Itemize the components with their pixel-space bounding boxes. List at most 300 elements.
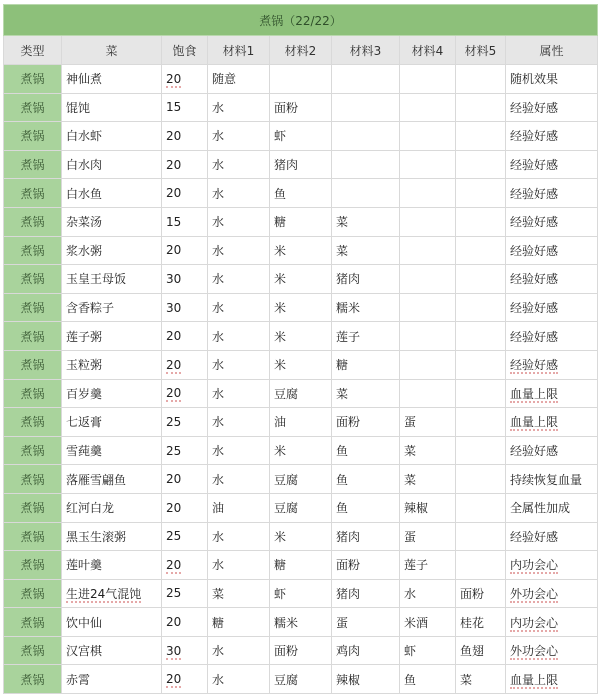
cell-material-2-text: 米 — [274, 444, 287, 459]
cell-material-4-text: 菜 — [404, 472, 417, 487]
table-row — [4, 465, 598, 494]
cell-dish-text: 莲叶羹 — [66, 558, 103, 573]
table-row — [4, 379, 598, 408]
cell-type — [4, 493, 62, 522]
table-title: 煮锅（22/22） — [4, 5, 598, 36]
cell-attribute — [506, 636, 598, 665]
cell-material-4 — [400, 579, 456, 608]
cell-attribute-text: 经验好感 — [510, 444, 559, 459]
cell-material-3 — [332, 665, 400, 694]
cell-type — [4, 379, 62, 408]
cell-satiety — [162, 150, 208, 179]
cell-attribute-text: 随机效果 — [510, 72, 559, 87]
cell-material-1 — [208, 122, 270, 151]
cell-material-5 — [456, 150, 506, 179]
cell-type-text: 煮锅 — [20, 501, 45, 516]
cell-attribute-text: 经验好感 — [510, 529, 559, 544]
cell-type-text: 煮锅 — [20, 100, 45, 115]
cell-material-1 — [208, 265, 270, 294]
cell-type — [4, 150, 62, 179]
cell-dish — [62, 350, 162, 379]
cell-attribute-text: 持续恢复血量 — [510, 472, 583, 487]
cell-attribute — [506, 236, 598, 265]
cell-type — [4, 265, 62, 294]
cell-satiety — [162, 207, 208, 236]
cell-material-5 — [456, 207, 506, 236]
cell-attribute-text: 经验好感 — [510, 272, 559, 287]
cell-satiety-text: 20 — [166, 615, 182, 630]
cell-material-3 — [332, 493, 400, 522]
table-row — [4, 322, 598, 351]
table-row — [4, 436, 598, 465]
cell-material-1 — [208, 522, 270, 551]
cell-type-text: 煮锅 — [20, 215, 45, 230]
cell-type-text: 煮锅 — [20, 329, 45, 344]
header-material-2: 材料2 — [270, 36, 332, 65]
cell-satiety — [162, 465, 208, 494]
header-attribute: 属性 — [506, 36, 598, 65]
cell-material-1 — [208, 608, 270, 637]
cell-material-1-text: 水 — [212, 243, 225, 258]
cell-type — [4, 522, 62, 551]
cell-material-2 — [270, 493, 332, 522]
cell-type-text: 煮锅 — [20, 558, 45, 573]
cell-attribute — [506, 122, 598, 151]
cell-attribute — [506, 207, 598, 236]
cell-material-3-text: 面粉 — [336, 558, 361, 573]
cell-dish-text: 百岁羹 — [66, 386, 103, 401]
cell-type — [4, 579, 62, 608]
cell-material-5 — [456, 408, 506, 437]
cell-attribute-text: 血量上限 — [510, 386, 559, 401]
cell-material-4-text: 菜 — [404, 444, 417, 459]
cell-dish-text: 雪莼羹 — [66, 444, 103, 459]
cell-attribute — [506, 608, 598, 637]
cell-satiety — [162, 179, 208, 208]
cell-dish-text: 赤霄 — [66, 672, 91, 687]
cell-material-2-text: 虾 — [274, 129, 287, 144]
cell-material-3 — [332, 122, 400, 151]
cell-material-5 — [456, 179, 506, 208]
cell-satiety-text: 25 — [166, 529, 182, 544]
cell-material-3-text: 猪肉 — [336, 272, 361, 287]
cell-dish-text: 浆水粥 — [66, 243, 103, 258]
cell-material-2-text: 米 — [274, 358, 287, 373]
cell-dish-text: 七返膏 — [66, 415, 103, 430]
cell-type — [4, 65, 62, 94]
table-row — [4, 293, 598, 322]
cell-dish — [62, 551, 162, 580]
cell-attribute-text: 经验好感 — [510, 129, 559, 144]
cell-material-1 — [208, 236, 270, 265]
cell-material-2 — [270, 122, 332, 151]
cell-type — [4, 122, 62, 151]
cell-material-2 — [270, 379, 332, 408]
cell-material-1 — [208, 665, 270, 694]
cell-type — [4, 322, 62, 351]
cell-material-2-text: 糖 — [274, 558, 287, 573]
cell-material-3-text: 菜 — [336, 386, 349, 401]
cell-type — [4, 93, 62, 122]
cell-attribute — [506, 551, 598, 580]
cell-attribute — [506, 465, 598, 494]
cell-material-1 — [208, 436, 270, 465]
cell-dish-text: 白水鱼 — [66, 186, 103, 201]
cell-material-2-text: 豆腐 — [274, 472, 299, 487]
cell-dish — [62, 608, 162, 637]
cell-material-4 — [400, 608, 456, 637]
cell-material-3 — [332, 93, 400, 122]
cell-material-3 — [332, 150, 400, 179]
cell-type-text: 煮锅 — [20, 386, 45, 401]
cell-attribute — [506, 265, 598, 294]
cell-attribute — [506, 379, 598, 408]
cell-material-1 — [208, 179, 270, 208]
cell-material-1-text: 水 — [212, 215, 225, 230]
cell-material-5 — [456, 350, 506, 379]
cell-material-4-text: 米酒 — [404, 615, 429, 630]
cell-material-4 — [400, 636, 456, 665]
cell-material-2-text: 豆腐 — [274, 672, 299, 687]
cell-dish — [62, 579, 162, 608]
cell-material-3 — [332, 636, 400, 665]
cell-material-4 — [400, 293, 456, 322]
cell-material-1 — [208, 350, 270, 379]
cell-satiety — [162, 522, 208, 551]
cell-attribute — [506, 408, 598, 437]
cell-material-2 — [270, 522, 332, 551]
cell-satiety-text: 20 — [166, 329, 182, 344]
cell-type — [4, 436, 62, 465]
cell-material-5 — [456, 522, 506, 551]
cell-type-text: 煮锅 — [20, 644, 45, 659]
cell-material-1-text: 水 — [212, 129, 225, 144]
cell-material-3 — [332, 579, 400, 608]
cell-material-5 — [456, 122, 506, 151]
cell-type — [4, 207, 62, 236]
cell-material-2-text: 米 — [274, 301, 287, 316]
cell-material-5 — [456, 93, 506, 122]
cell-material-1 — [208, 379, 270, 408]
cell-dish — [62, 65, 162, 94]
cell-material-2-text: 面粉 — [274, 100, 299, 115]
table-row — [4, 493, 598, 522]
cell-attribute-text: 经验好感 — [510, 100, 559, 115]
table-row — [4, 65, 598, 94]
cell-dish-text: 玉粒粥 — [66, 358, 103, 373]
header-material-4: 材料4 — [400, 36, 456, 65]
cell-material-3-text: 蛋 — [336, 615, 349, 630]
cell-material-4 — [400, 350, 456, 379]
cell-satiety — [162, 665, 208, 694]
cell-type-text: 煮锅 — [20, 586, 45, 601]
cell-type-text: 煮锅 — [20, 272, 45, 287]
cell-material-5 — [456, 493, 506, 522]
cell-dish — [62, 236, 162, 265]
cell-attribute-text: 血量上限 — [510, 415, 559, 430]
cell-dish — [62, 636, 162, 665]
cell-type — [4, 408, 62, 437]
cell-satiety — [162, 350, 208, 379]
cell-material-2-text: 豆腐 — [274, 501, 299, 516]
cell-attribute-text: 血量上限 — [510, 672, 559, 687]
cell-attribute-text: 内功会心 — [510, 615, 559, 630]
cell-material-1 — [208, 65, 270, 94]
cell-material-4 — [400, 93, 456, 122]
cell-satiety-text: 25 — [166, 414, 182, 429]
header-satiety: 饱食 — [162, 36, 208, 65]
cell-attribute — [506, 522, 598, 551]
cell-material-2-text: 米 — [274, 272, 287, 287]
table-row — [4, 236, 598, 265]
cell-attribute-text: 经验好感 — [510, 301, 559, 316]
cell-material-3 — [332, 465, 400, 494]
cell-material-2 — [270, 579, 332, 608]
cell-material-3 — [332, 179, 400, 208]
cell-attribute — [506, 322, 598, 351]
cell-dish-text: 黑玉生滚粥 — [66, 529, 127, 544]
cell-material-2-text: 虾 — [274, 586, 287, 601]
cell-material-2 — [270, 293, 332, 322]
cell-satiety — [162, 65, 208, 94]
cell-material-2-text: 米 — [274, 243, 287, 258]
cell-dish-text: 含香粽子 — [66, 301, 115, 316]
cell-material-5-text: 菜 — [460, 672, 473, 687]
cell-dish — [62, 93, 162, 122]
cell-material-1-text: 水 — [212, 444, 225, 459]
cell-material-3-text: 鸡肉 — [336, 644, 361, 659]
cell-dish — [62, 436, 162, 465]
cell-satiety — [162, 436, 208, 465]
cell-satiety-text: 20 — [166, 128, 182, 143]
cell-material-2 — [270, 551, 332, 580]
cell-attribute — [506, 579, 598, 608]
cell-type — [4, 293, 62, 322]
cell-material-4-text: 蛋 — [404, 415, 417, 430]
cell-dish-text: 白水肉 — [66, 158, 103, 173]
cell-attribute-text: 经验好感 — [510, 158, 559, 173]
cell-material-2-text: 面粉 — [274, 644, 299, 659]
cell-dish — [62, 379, 162, 408]
table-row — [4, 636, 598, 665]
cell-material-4-text: 水 — [404, 586, 417, 601]
table-row — [4, 665, 598, 694]
cell-material-3 — [332, 379, 400, 408]
cell-material-4 — [400, 322, 456, 351]
cell-material-1-text: 水 — [212, 472, 225, 487]
cell-material-2-text: 米 — [274, 529, 287, 544]
cell-material-3 — [332, 322, 400, 351]
cell-material-5 — [456, 379, 506, 408]
cell-material-1 — [208, 322, 270, 351]
cell-type-text: 煮锅 — [20, 415, 45, 430]
cell-material-1-text: 水 — [212, 158, 225, 173]
cell-material-1-text: 水 — [212, 529, 225, 544]
cell-material-2 — [270, 350, 332, 379]
cell-material-3-text: 糯米 — [336, 301, 361, 316]
cell-material-5 — [456, 436, 506, 465]
table-row — [4, 179, 598, 208]
cell-attribute-text: 经验好感 — [510, 329, 559, 344]
cell-attribute — [506, 179, 598, 208]
cell-material-2 — [270, 322, 332, 351]
cell-dish — [62, 122, 162, 151]
cell-attribute-text: 内功会心 — [510, 558, 559, 573]
cell-dish-text: 白水虾 — [66, 129, 103, 144]
cell-attribute — [506, 65, 598, 94]
cell-material-2 — [270, 636, 332, 665]
cell-satiety — [162, 551, 208, 580]
cell-type-text: 煮锅 — [20, 358, 45, 373]
cell-dish — [62, 150, 162, 179]
cell-material-4-text: 蛋 — [404, 529, 417, 544]
table-header-row — [4, 36, 598, 65]
cell-type — [4, 608, 62, 637]
cell-attribute — [506, 493, 598, 522]
cell-material-4 — [400, 436, 456, 465]
cell-satiety-text: 20 — [166, 157, 182, 172]
cell-material-4 — [400, 236, 456, 265]
cell-material-5 — [456, 665, 506, 694]
cell-material-1-text: 水 — [212, 358, 225, 373]
cell-material-5 — [456, 322, 506, 351]
cell-dish — [62, 465, 162, 494]
cell-dish-text: 饮中仙 — [66, 615, 103, 630]
cell-attribute-text: 外功会心 — [510, 586, 559, 601]
cell-satiety-text: 30 — [166, 300, 182, 315]
cell-material-2-text: 糖 — [274, 215, 287, 230]
cell-attribute-text: 经验好感 — [510, 186, 559, 201]
cell-type — [4, 350, 62, 379]
cell-attribute — [506, 665, 598, 694]
cell-material-5 — [456, 579, 506, 608]
cell-satiety-text: 20 — [166, 357, 182, 372]
cell-material-2-text: 油 — [274, 415, 287, 430]
cell-dish-text: 神仙煮 — [66, 72, 103, 87]
cell-material-1-text: 水 — [212, 558, 225, 573]
cell-dish — [62, 179, 162, 208]
cell-type-text: 煮锅 — [20, 301, 45, 316]
cell-material-3 — [332, 350, 400, 379]
cell-material-1 — [208, 465, 270, 494]
cell-satiety — [162, 493, 208, 522]
cell-material-1 — [208, 636, 270, 665]
cell-material-3-text: 莲子 — [336, 329, 361, 344]
cell-attribute-text: 经验好感 — [510, 358, 559, 373]
recipe-table-container — [3, 4, 597, 694]
cell-attribute-text: 经验好感 — [510, 215, 559, 230]
header-type: 类型 — [4, 36, 62, 65]
cell-satiety — [162, 579, 208, 608]
cell-material-3 — [332, 65, 400, 94]
cell-material-1 — [208, 93, 270, 122]
cell-material-2 — [270, 179, 332, 208]
cell-satiety-text: 20 — [166, 71, 182, 86]
cell-material-3 — [332, 265, 400, 294]
cell-material-2-text: 鱼 — [274, 186, 287, 201]
cell-attribute — [506, 436, 598, 465]
cell-material-2 — [270, 265, 332, 294]
cell-satiety — [162, 379, 208, 408]
cell-material-2-text: 糯米 — [274, 615, 299, 630]
cell-material-5 — [456, 551, 506, 580]
cell-material-5 — [456, 636, 506, 665]
cell-material-1 — [208, 551, 270, 580]
table-row — [4, 93, 598, 122]
cell-material-5 — [456, 265, 506, 294]
cell-satiety-text: 30 — [166, 643, 182, 658]
cell-dish — [62, 207, 162, 236]
cell-material-3-text: 辣椒 — [336, 672, 361, 687]
cell-material-2 — [270, 65, 332, 94]
cell-material-1-text: 水 — [212, 386, 225, 401]
cell-material-3 — [332, 207, 400, 236]
cell-satiety — [162, 265, 208, 294]
cell-type-text: 煮锅 — [20, 72, 45, 87]
cell-material-5 — [456, 65, 506, 94]
cell-type-text: 煮锅 — [20, 444, 45, 459]
table-row — [4, 207, 598, 236]
cell-material-3 — [332, 236, 400, 265]
cell-satiety-text: 15 — [166, 100, 182, 115]
header-material-5: 材料5 — [456, 36, 506, 65]
cell-attribute-text: 全属性加成 — [510, 501, 571, 516]
cell-type — [4, 179, 62, 208]
cell-satiety — [162, 93, 208, 122]
cell-type-text: 煮锅 — [20, 672, 45, 687]
cell-material-2 — [270, 436, 332, 465]
cell-material-4 — [400, 207, 456, 236]
cell-satiety — [162, 322, 208, 351]
cell-satiety-text: 25 — [166, 586, 182, 601]
header-material-3: 材料3 — [332, 36, 400, 65]
cell-material-5-text: 桂花 — [460, 615, 485, 630]
cell-dish — [62, 408, 162, 437]
table-row — [4, 122, 598, 151]
cell-material-5 — [456, 236, 506, 265]
cell-dish-text: 落雁雪翩鱼 — [66, 472, 127, 487]
cell-material-4 — [400, 179, 456, 208]
cell-material-5-text: 鱼翅 — [460, 644, 485, 659]
cell-dish-text: 莲子粥 — [66, 329, 103, 344]
header-material-1: 材料1 — [208, 36, 270, 65]
cell-material-4 — [400, 522, 456, 551]
cell-material-2-text: 豆腐 — [274, 386, 299, 401]
cell-attribute — [506, 350, 598, 379]
cell-satiety — [162, 122, 208, 151]
cell-material-1-text: 油 — [212, 501, 225, 516]
cell-material-1 — [208, 150, 270, 179]
cell-material-4 — [400, 122, 456, 151]
cell-material-3-text: 鱼 — [336, 444, 349, 459]
cell-material-3-text: 猪肉 — [336, 529, 361, 544]
cell-material-3 — [332, 408, 400, 437]
cell-material-5-text: 面粉 — [460, 586, 485, 601]
cell-material-3-text: 鱼 — [336, 472, 349, 487]
table-title-row — [4, 5, 598, 36]
cell-material-5 — [456, 293, 506, 322]
cell-material-3-text: 糖 — [336, 358, 349, 373]
cell-attribute-text: 经验好感 — [510, 243, 559, 258]
cell-material-1-text: 水 — [212, 272, 225, 287]
cell-material-3 — [332, 608, 400, 637]
cell-type-text: 煮锅 — [20, 129, 45, 144]
cell-dish-text: 生进24气混饨 — [66, 586, 142, 601]
cell-material-4 — [400, 150, 456, 179]
cell-material-1-text: 水 — [212, 100, 225, 115]
cell-attribute-text: 外功会心 — [510, 644, 559, 659]
cell-material-2 — [270, 465, 332, 494]
